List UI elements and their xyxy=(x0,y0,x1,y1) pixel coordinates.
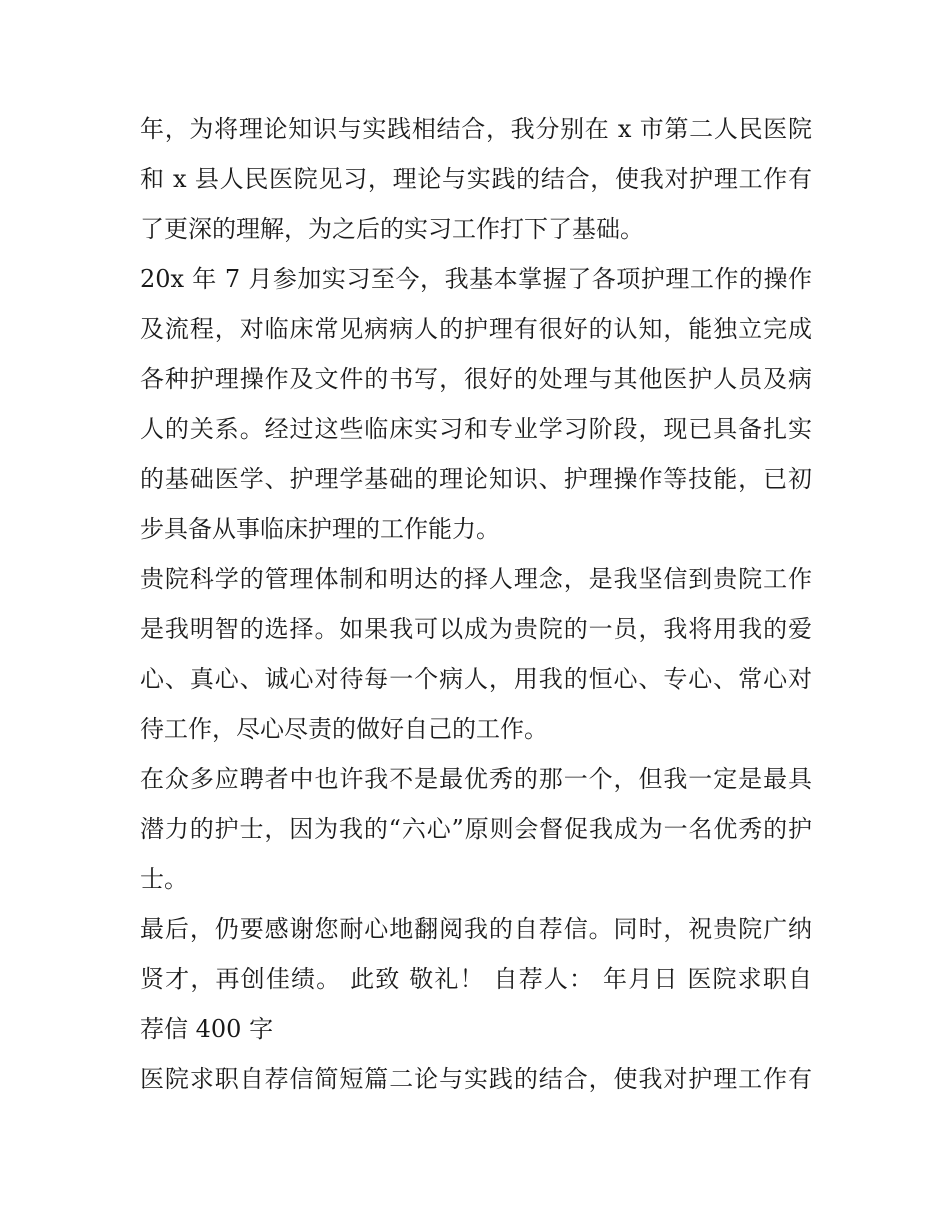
paragraph-5 xyxy=(140,904,812,1054)
paragraph-1 xyxy=(140,104,812,254)
text-line: 年，为将理论知识与实践相结合，我分别在 x 市第二人民医院 xyxy=(140,115,812,143)
paragraph-3 xyxy=(140,554,812,754)
text-line: 贤才，再创佳绩。 此致 敬礼！ 自荐人： 年月日 医院求职自 xyxy=(140,965,812,993)
text-line: 的基础医学、护理学基础的理论知识、护理操作等技能，已初 xyxy=(140,465,812,493)
text-line: 潜力的护士，因为我的“六心”原则会督促我成为一名优秀的护 xyxy=(140,815,812,843)
text-line: 人的关系。经过这些临床实习和专业学习阶段，现已具备扎实 xyxy=(140,415,812,443)
text-line: 士。 xyxy=(140,865,188,893)
text-line: 20x 年 7 月参加实习至今，我基本掌握了各项护理工作的操作 xyxy=(140,265,812,293)
paragraph-6 xyxy=(140,1054,812,1104)
paragraph-2 xyxy=(140,254,812,554)
text-line: 了更深的理解，为之后的实习工作打下了基础。 xyxy=(140,215,644,243)
text-line: 和 x 县人民医院见习，理论与实践的结合，使我对护理工作有 xyxy=(140,165,812,193)
text-line: 及流程，对临床常见病病人的护理有很好的认知，能独立完成 xyxy=(140,315,812,343)
text-line: 各种护理操作及文件的书写，很好的处理与其他医护人员及病 xyxy=(140,365,812,393)
text-line: 医院求职自荐信简短篇二论与实践的结合，使我对护理工作有 xyxy=(140,1065,812,1093)
text-line: 最后，仍要感谢您耐心地翻阅我的自荐信。同时，祝贵院广纳 xyxy=(140,915,812,943)
text-line: 是我明智的选择。如果我可以成为贵院的一员，我将用我的爱 xyxy=(140,615,812,643)
text-line: 步具备从事临床护理的工作能力。 xyxy=(140,515,500,543)
text-line: 贵院科学的管理体制和明达的择人理念，是我坚信到贵院工作 xyxy=(140,565,812,593)
text-line: 心、真心、诚心对待每一个病人，用我的恒心、专心、常心对 xyxy=(140,665,812,693)
text-line: 荐信 400 字 xyxy=(140,1015,274,1043)
text-line: 在众多应聘者中也许我不是最优秀的那一个，但我一定是最具 xyxy=(140,765,812,793)
text-line: 待工作，尽心尽责的做好自己的工作。 xyxy=(140,715,548,743)
document-body xyxy=(140,104,812,1104)
paragraph-4 xyxy=(140,754,812,904)
